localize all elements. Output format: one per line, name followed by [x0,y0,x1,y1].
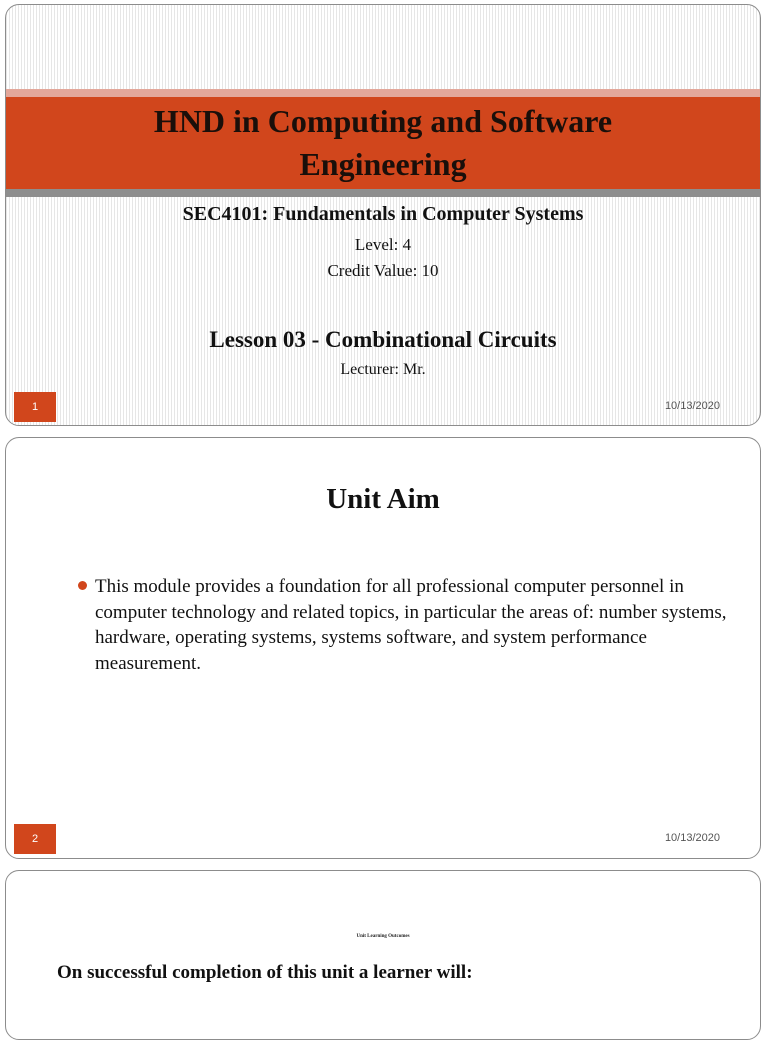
lecturer-name: Lecturer: Mr. [340,361,426,378]
title-band-highlight [6,89,760,97]
slide-date: 10/13/2020 [664,832,720,844]
unit-aim-title: Unit Aim [326,483,440,515]
credit-value: Credit Value: 10 [327,261,439,280]
slide-3 [5,870,761,1040]
completion-intro: On successful completion of this unit a learner will: [57,962,473,983]
title-band-main [6,97,760,189]
slide-number-badge: 2 [14,824,56,854]
slide-date: 10/13/2020 [664,400,720,412]
title-band-shadow [6,189,760,197]
bullet-item [78,574,728,676]
slide-number-badge: 1 [14,392,56,422]
learning-outcomes-heading: Unit Learning Outcomes [356,934,410,939]
title-band [6,89,760,199]
slide-1 [5,4,761,426]
bullet-dot-icon [78,581,87,590]
presentation-title: HND in Computing and Software Engineering [153,103,613,182]
course-name: SEC4101: Fundamentals in Computer Systems [182,203,584,225]
lesson-title: Lesson 03 - Combinational Circuits [209,327,557,352]
course-level: Level: 4 [354,235,412,254]
unit-aim-text: This module provides a foundation for all professional computer personnel in computer technology and related topics, in particular the areas of: number systems, hardware, operating systems, systems software, and system performance measurement. [95,576,727,674]
slide-2 [5,437,761,859]
